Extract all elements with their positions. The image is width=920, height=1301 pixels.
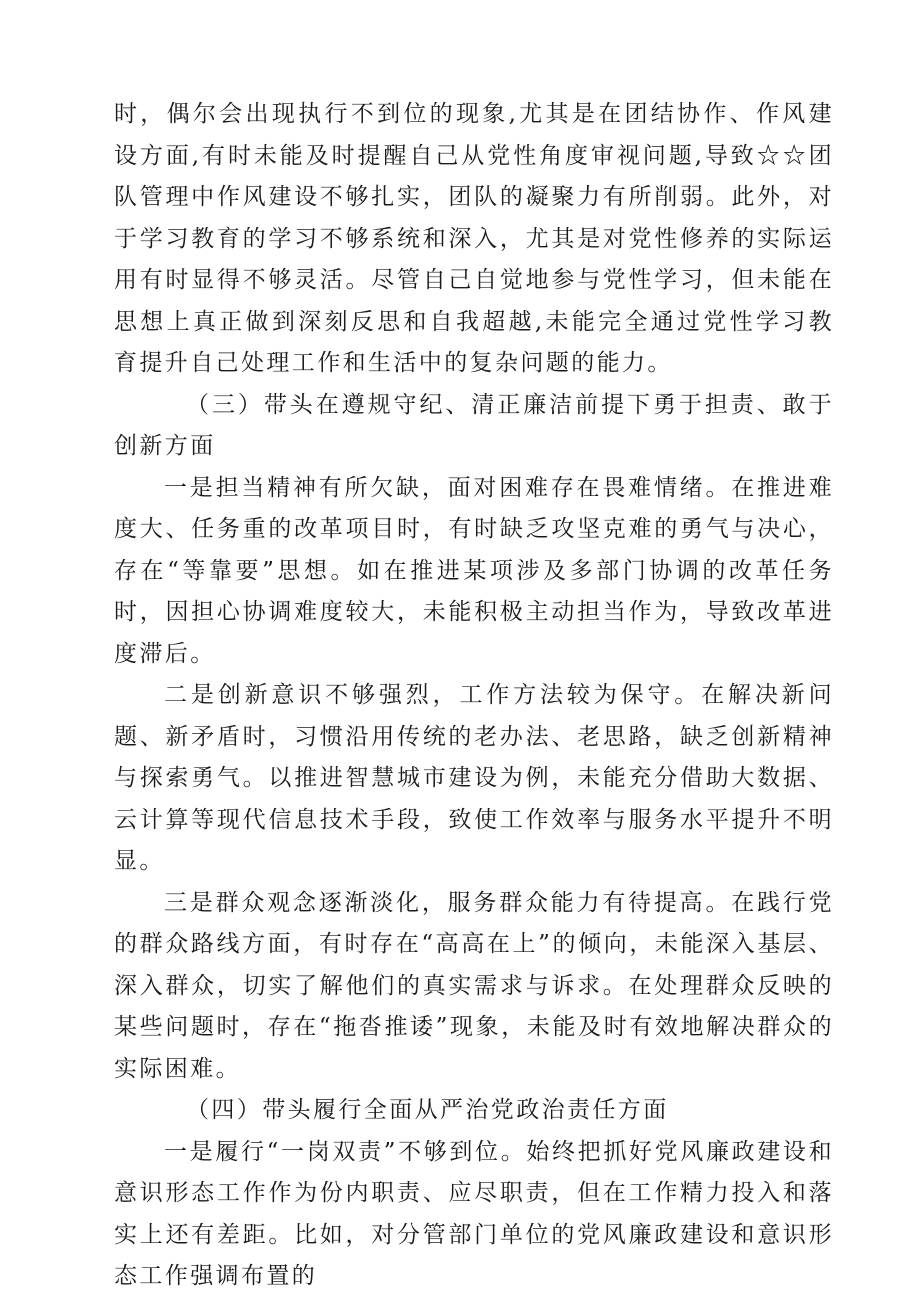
paragraph-point-one: 一是担当精神有所欠缺，面对困难存在畏难情绪。在推进难度大、任务重的改革项目时，有时缺乏攻坚克难的勇气与决心，存在“等靠要”思想。如在推进某项涉及多部门协调的改革任务时，因担心协调难度较大，未能积极主动担当作为，导致改革进度滞后。 xyxy=(114,474,834,667)
paragraph-continued: 时，偶尔会出现执行不到位的现象,尤其是在团结协作、作风建设方面,有时未能及时提醒自己从党性角度审视问题,导致☆☆团队管理中作风建设不够扎实，团队的凝聚力有所削弱。此外，对于学习教育的学习不够系统和深入，尤其是对党性修养的实际运用有时显得不够灵活。尽管自己自觉地参与党性学习，但未能在思想上真正做到深刻反思和自我超越,未能完全通过党性学习教育提升自己处理工作和生活中的复杂问题的能力。 xyxy=(114,101,834,376)
document-body xyxy=(114,94,834,1298)
paragraph-point-two: 二是创新意识不够强烈，工作方法较为保守。在解决新问题、新矛盾时，习惯沿用传统的老办法、老思路，缺乏创新精神与探索勇气。以推进智慧城市建设为例，未能充分借助大数据、云计算等现代信息技术手段，致使工作效率与服务水平提升不明显。 xyxy=(114,682,834,874)
paragraph-point-three: 三是群众观念逐渐淡化，服务群众能力有待提高。在践行党的群众路线方面，有时存在“高高在上”的倾向，未能深入基层、深入群众，切实了解他们的真实需求与诉求。在处理群众反映的某些问题时，存在“拖沓推诿”现象，未能及时有效地解决群众的实际困难。 xyxy=(114,889,834,1082)
paragraph-point-one-section-four: 一是履行“一岗双责”不够到位。始终把抓好党风廉政建设和意识形态工作作为份内职责、应尽职责，但在工作精力投入和落实上还有差距。比如，对分管部门单位的党风廉政建设和意识形态工作强调布置的 xyxy=(114,1138,834,1289)
section-heading-three: （三）带头在遵规守纪、清正廉洁前提下勇于担责、敢于创新方面 xyxy=(114,391,834,459)
section-heading-four: （四）带头履行全面从严治党政治责任方面 xyxy=(186,1097,669,1123)
